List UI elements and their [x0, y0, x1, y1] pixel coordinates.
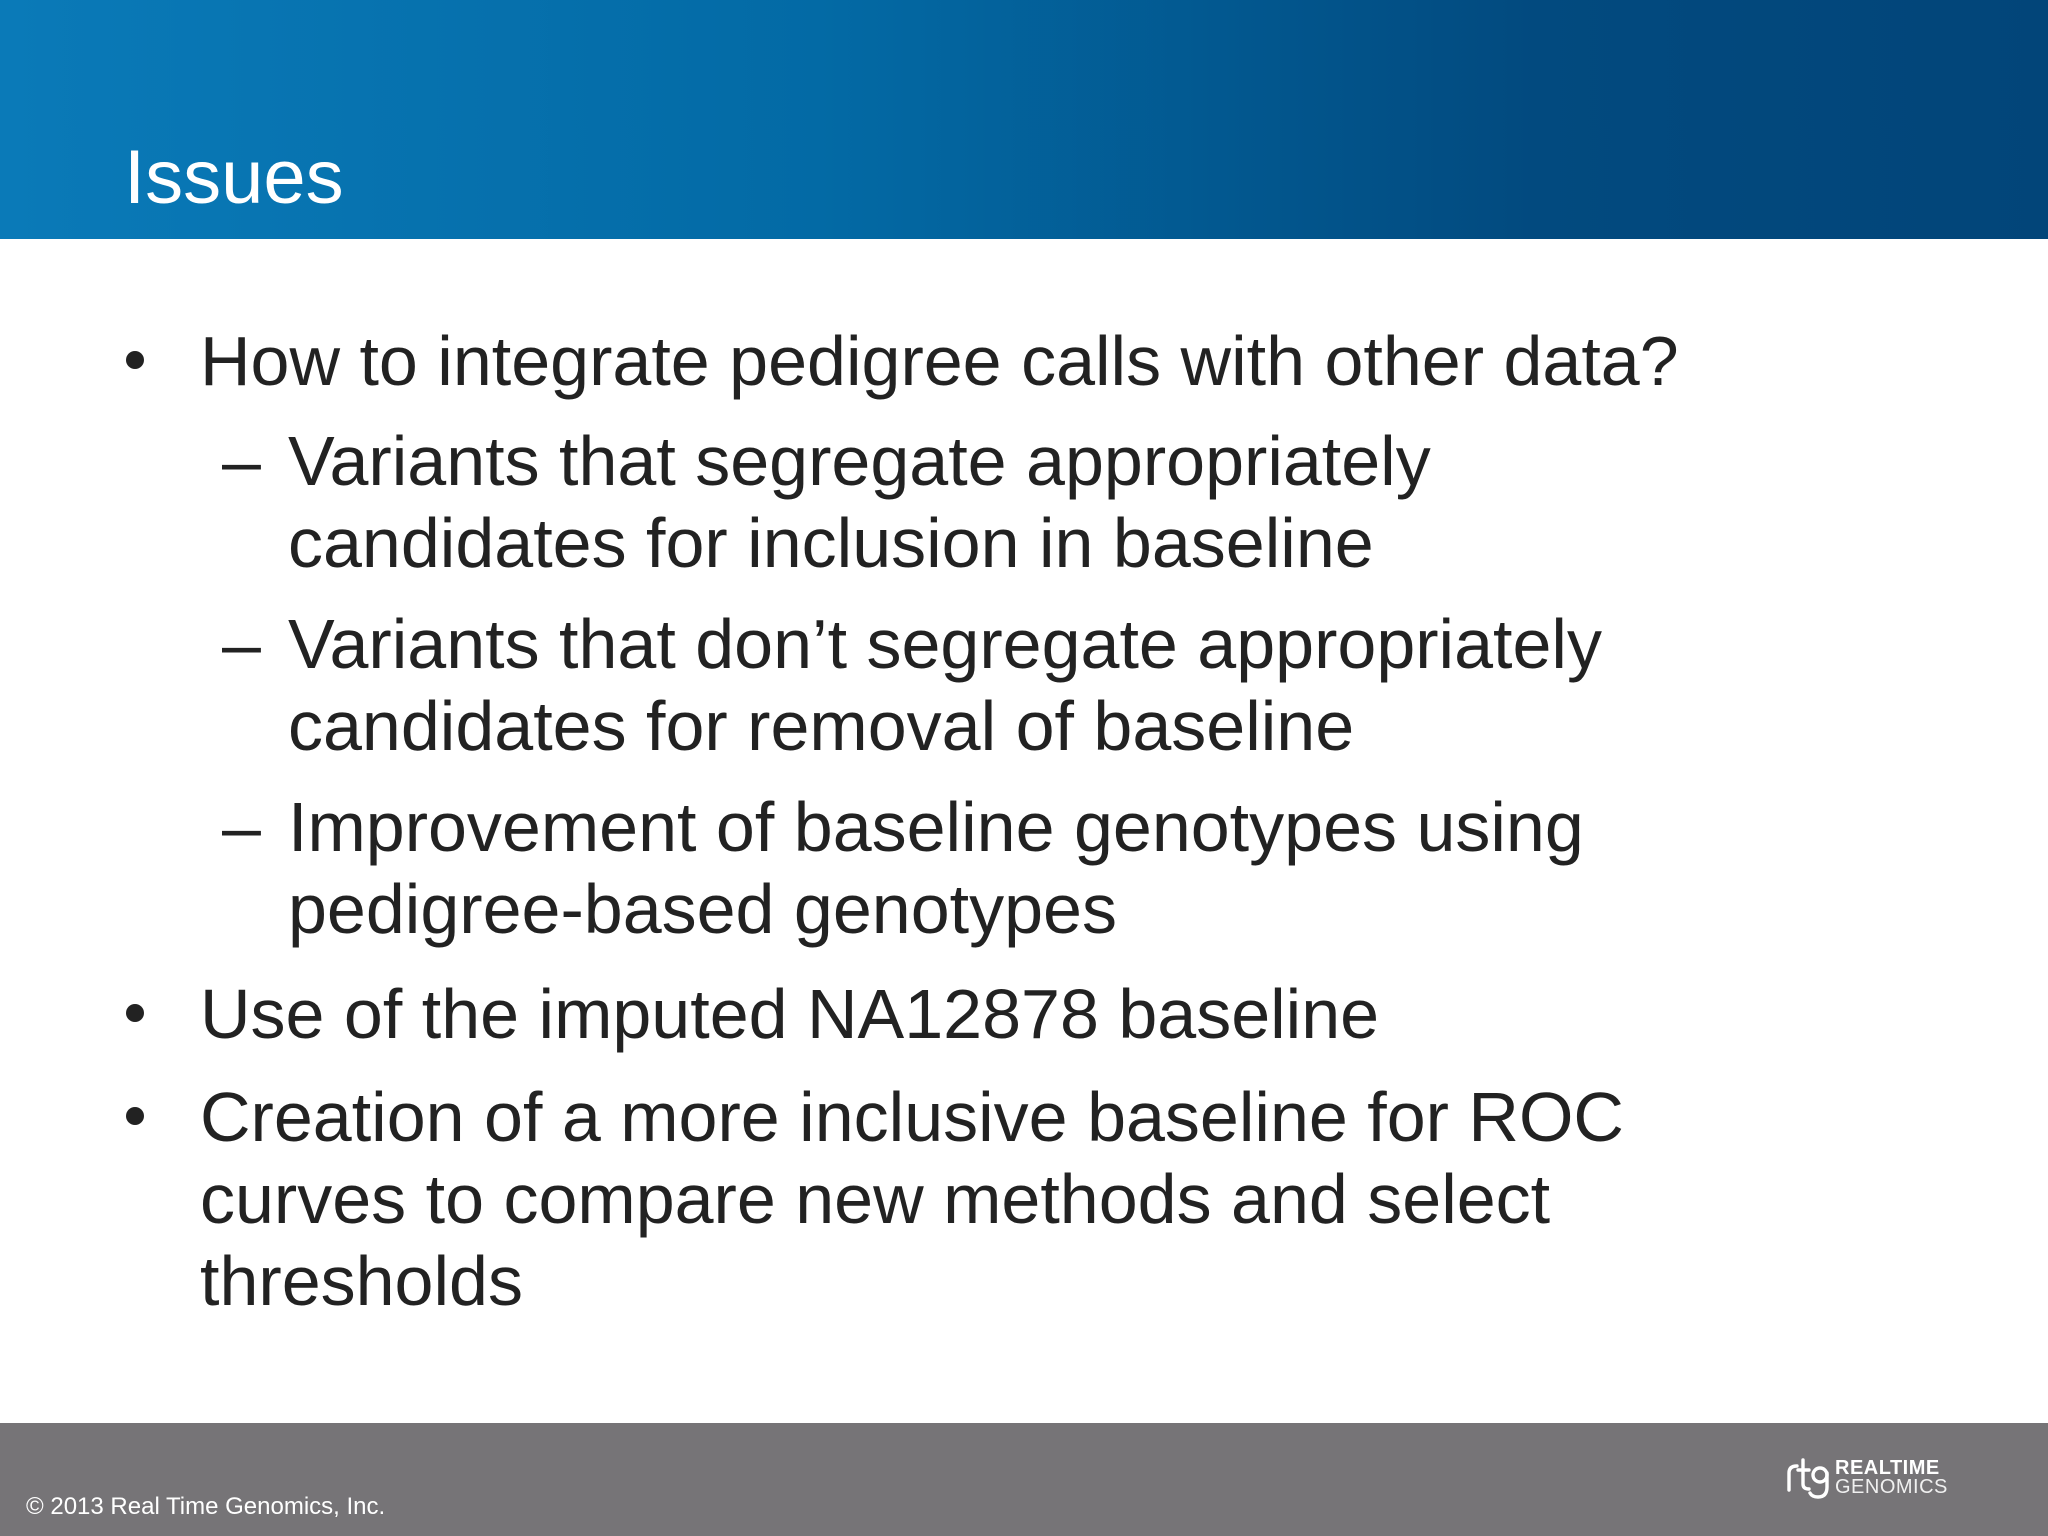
sub-bullet-3-line-1: Improvement of baseline genotypes using: [288, 788, 1584, 866]
sub-bullet-dash: –: [222, 788, 261, 866]
company-logo: [1784, 1456, 1954, 1502]
sub-bullet-dash: –: [222, 605, 261, 683]
sub-bullet-1-line-2: candidates for inclusion in baseline: [288, 504, 1374, 582]
bullet-2-text: Use of the imputed NA12878 baseline: [200, 975, 1380, 1053]
slide-title: Issues: [124, 135, 344, 220]
logo-text-realtime: REALTIME: [1835, 1457, 1940, 1479]
sub-bullet-1-line-1: Variants that segregate appropriately: [288, 422, 1431, 500]
bullet-3-line-3: thresholds: [200, 1242, 523, 1320]
bullet-dot: [126, 351, 144, 369]
bullet-dot: [126, 1107, 144, 1125]
sub-bullet-2-line-2: candidates for removal of baseline: [288, 687, 1355, 765]
copyright-notice: © 2013 Real Time Genomics, Inc.: [26, 1493, 386, 1520]
sub-bullet-dash: –: [222, 422, 261, 500]
bullet-3-line-2: curves to compare new methods and select: [200, 1160, 1551, 1238]
bullet-3-line-1: Creation of a more inclusive baseline for ROC: [200, 1078, 1624, 1156]
bullet-1-text: How to integrate pedigree calls with other data?: [200, 322, 1679, 400]
sub-bullet-3-line-2: pedigree-based genotypes: [288, 870, 1117, 948]
logo-text-genomics: GENOMICS: [1835, 1476, 1948, 1498]
sub-bullet-2-line-1: Variants that don’t segregate appropriately: [288, 605, 1602, 683]
bullet-dot: [126, 1004, 144, 1022]
rtg-logo-icon: [1784, 1456, 1836, 1502]
